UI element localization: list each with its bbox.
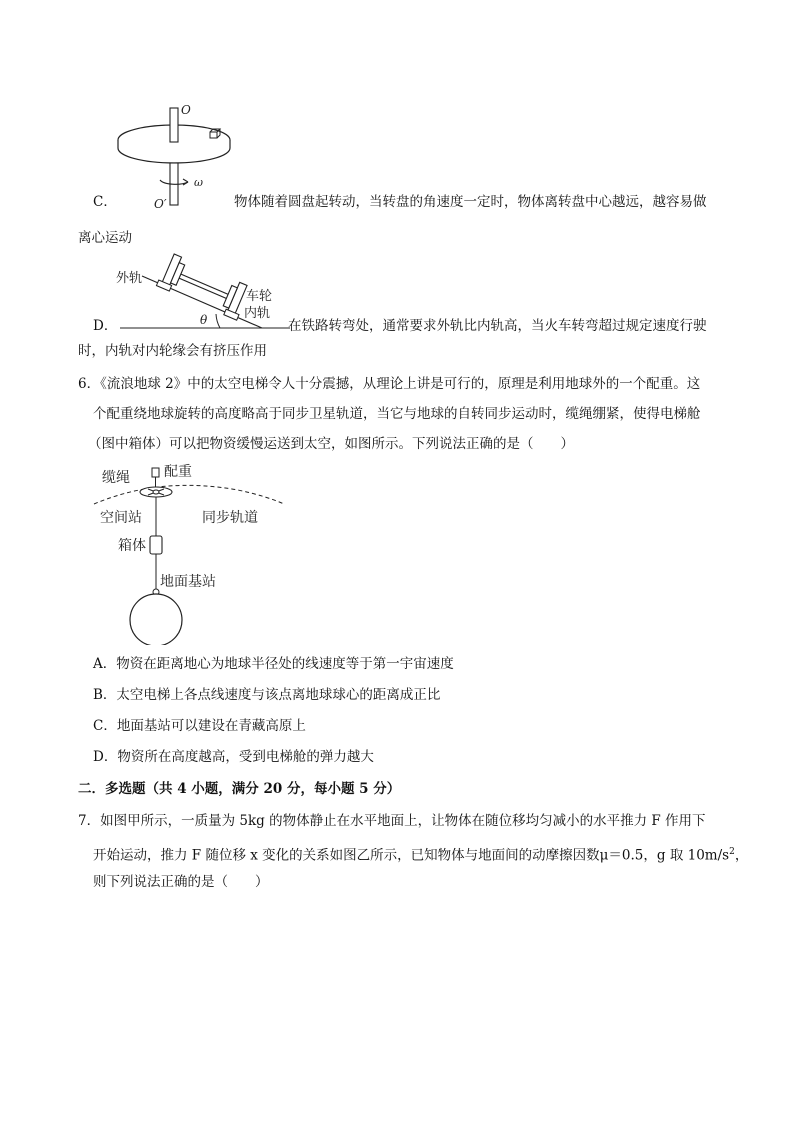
q6-option-d: D．物资所在高度越高，受到电梯舱的弹力越大 <box>93 749 374 765</box>
option-c-text-line1: 物体随着圆盘起转动，当转盘的角速度一定时，物体离转盘中心越远，越容易做 <box>234 194 707 210</box>
space-elevator-figure <box>88 460 288 645</box>
q6-option-a: A．物资在距离地心为地球半径处的线速度等于第一宇宙速度 <box>93 656 454 672</box>
rail-track-figure <box>112 248 292 333</box>
inner-rail-label: 内轨 <box>244 306 271 321</box>
geo-orbit-arc <box>94 485 284 504</box>
axis-top-label: O <box>181 103 191 117</box>
q7-line1: 7．如图甲所示，一质量为 5kg 的物体静止在水平地面上，让物体在随位移均匀减小的水平推力 F 作用下 <box>78 813 706 829</box>
option-c-letter: C． <box>93 194 117 210</box>
space-station-label: 空间站 <box>100 510 142 526</box>
angle-arc <box>216 314 220 328</box>
q7-line2 <box>93 842 748 866</box>
theta-label: θ <box>200 313 208 327</box>
q7-line2-end: ， <box>734 847 749 864</box>
box-label: 箱体 <box>118 538 146 554</box>
q7-line2-main: 开始运动，推力 F 随位移 x 变化的关系如图乙所示，已知物体与地面间的动摩擦因数μ＝0.5，g 取 10m/s <box>93 847 730 864</box>
counterweight-label: 配重 <box>164 464 192 480</box>
disk-rim <box>118 140 230 163</box>
option-d-text-line2: 时，内轨对内轮缘会有挤压作用 <box>78 343 267 359</box>
q6-line3: （图中箱体）可以把物资缓慢运送到太空，如图所示。下列说法正确的是（ ） <box>88 436 574 452</box>
section2-title: 二．多选题（共 4 小题，满分 20 分，每小题 5 分） <box>78 781 401 797</box>
cable-label: 缆绳 <box>102 470 130 486</box>
option-d-letter: D． <box>93 318 118 334</box>
option-d-text-line1: 在铁路转弯处，通常要求外轨比内轨高，当火车转弯超过规定速度行驶 <box>288 318 707 334</box>
q6-option-c: C．地面基站可以建设在青藏高原上 <box>93 718 306 734</box>
q6-line2: 个配重绕地球旋转的高度略高于同步卫星轨道，当它与地球的自转同步运动时，缆绳绷紧，使得电梯舱 <box>93 406 701 422</box>
axis-bottom-label: O′ <box>154 197 167 211</box>
omega-label: ω <box>194 176 203 189</box>
wheel-label: 车轮 <box>246 289 273 304</box>
counterweight-icon <box>152 468 159 477</box>
outer-rail-label: 外轨 <box>116 271 143 286</box>
earth-icon <box>130 594 182 645</box>
q7-line2-sup: 2 <box>729 847 735 857</box>
box-icon <box>150 536 162 554</box>
ground-station-label: 地面基站 <box>160 574 216 590</box>
q6-option-b: B．太空电梯上各点线速度与该点离地球球心的距离成正比 <box>93 687 441 703</box>
geo-orbit-label: 同步轨道 <box>202 510 258 526</box>
outer-wheel-icon <box>156 252 187 292</box>
space-station-icon <box>140 487 172 497</box>
option-c-text-line2: 离心运动 <box>78 230 132 246</box>
q6-line1: 6．《流浪地球 2》中的太空电梯令人十分震撼，从理论上讲是可行的，原理是利用地球外的一个配重。这 <box>78 376 701 392</box>
rotating-disk-figure <box>110 100 240 215</box>
q7-line3: 则下列说法正确的是（ ） <box>93 874 269 890</box>
axis-upper <box>170 108 178 142</box>
